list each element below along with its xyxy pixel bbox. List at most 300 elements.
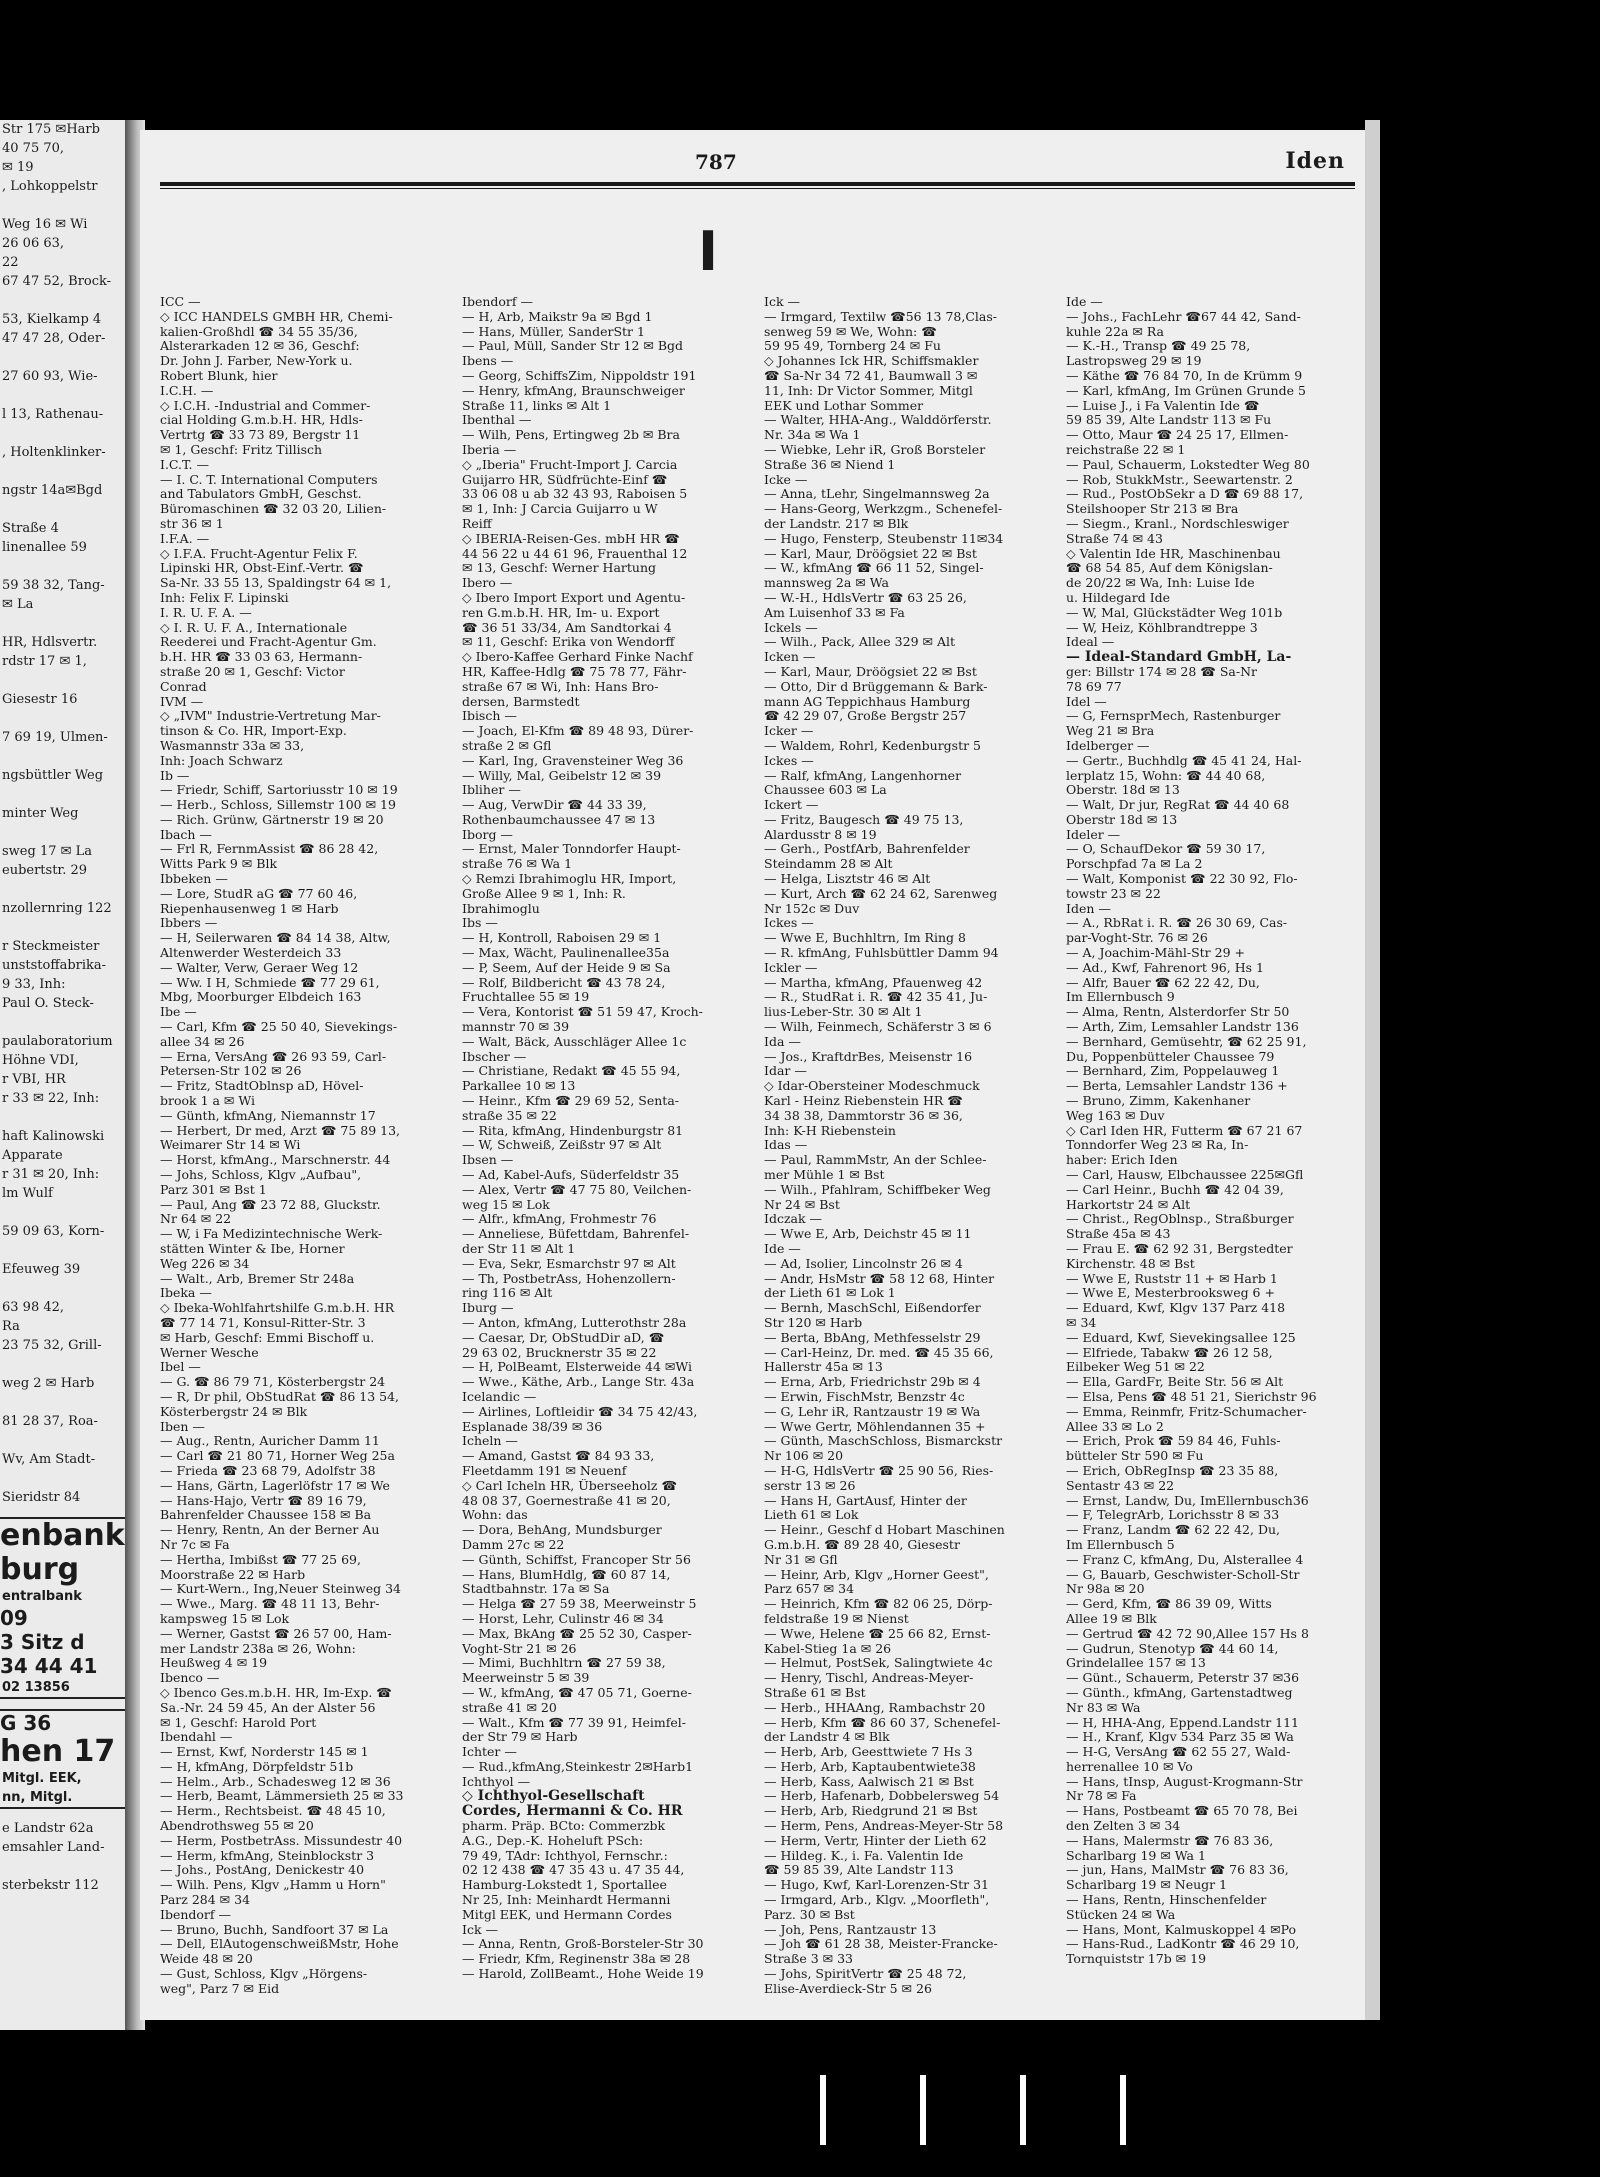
- directory-entry-line: Damm 27c ✉ 22: [462, 1537, 565, 1552]
- directory-entry-line: Nr 152c ✉ Duv: [764, 901, 860, 916]
- directory-entry-line: Nr 25, Inh: Meinhardt Hermanni: [462, 1893, 671, 1908]
- directory-entry-line: — Hildeg. K., i. Fa. Valentin Ide: [764, 1848, 964, 1863]
- directory-entry-line: mer Landstr 238a ✉ 26, Wohn:: [160, 1641, 356, 1656]
- directory-entry-line: — Ww. I H, Schmiede ☎ 77 29 61,: [160, 975, 380, 990]
- directory-entry-line: ◇ I.F.A. Frucht-Agentur Felix F.: [160, 546, 358, 561]
- directory-entry-line: — K.-H., Transp ☎ 49 25 78,: [1066, 339, 1251, 354]
- directory-entry-line: — Johs, Schloss, Klgv „Aufbau",: [160, 1168, 362, 1183]
- directory-entry-line: Parkallee 10 ✉ 13: [462, 1079, 576, 1094]
- directory-entry-line: straße 76 ✉ Wa 1: [462, 857, 573, 872]
- left-page-line: minter Weg: [2, 806, 79, 821]
- directory-entry-line: — Ideal-Standard GmbH, La-: [1066, 650, 1292, 665]
- directory-entry-line: lerplatz 15, Wohn: ☎ 44 40 68,: [1066, 768, 1266, 783]
- directory-entry-line: — Emma, Reinmfr, Fritz-Schumacher-: [1066, 1404, 1307, 1419]
- directory-entry-line: ◇ Ibenco Ges.m.b.H. HR, Im-Exp. ☎: [160, 1685, 392, 1700]
- left-page-line: [0, 747, 125, 766]
- directory-entry-line: — F, TelegrArb, Lorichsstr 8 ✉ 33: [1066, 1508, 1280, 1523]
- directory-entry-line: Sa.-Nr. 24 59 45, An der Alster 56: [160, 1700, 376, 1715]
- directory-entry-line: mannstr 70 ✉ 39: [462, 1020, 570, 1035]
- directory-entry-line: — Ad, Kabel-Aufs, Süderfeldstr 35: [462, 1168, 680, 1183]
- directory-entry-line: — Walter, Verw, Geraer Weg 12: [160, 960, 359, 975]
- directory-entry-line: Dr. John J. Farber, New-York u.: [160, 354, 353, 369]
- directory-entry-line: — Günth, Schiffst, Francoper Str 56: [462, 1552, 691, 1567]
- column-4: [1066, 295, 1351, 2005]
- ad-line: burg: [0, 1552, 80, 1587]
- column-2: [462, 295, 747, 2005]
- directory-entry-line: — Carl ☎ 21 80 71, Horner Weg 25a: [160, 1449, 395, 1464]
- surname-heading: Ibbers —: [160, 916, 218, 931]
- directory-entry-line: — Herm., Rechtsbeist. ☎ 48 45 10,: [160, 1804, 386, 1819]
- directory-entry-line: Parz 284 ✉ 34: [160, 1893, 251, 1908]
- directory-entry-line: ring 116 ✉ Alt: [462, 1286, 553, 1301]
- left-page-fragment: [0, 120, 125, 2030]
- left-page-line: 59 09 63, Korn-: [2, 1224, 105, 1239]
- film-mark: [820, 2075, 826, 2145]
- surname-heading: Ibendorf —: [160, 1907, 231, 1922]
- directory-entry-line: Stadtbahnstr. 17a ✉ Sa: [462, 1582, 610, 1597]
- directory-page: [140, 130, 1365, 2020]
- directory-entry-line: — Hans, BlumHdlg, ☎ 60 87 14,: [462, 1567, 671, 1582]
- directory-entry-line: Lipinski HR, Obst-Einf.-Vertr. ☎: [160, 561, 364, 576]
- left-page-text-bottom: [0, 1819, 125, 1895]
- directory-entry-line: Weide 48 ✉ 20: [160, 1952, 253, 1967]
- directory-entry-line: kalien-Großhdl ☎ 34 55 35/36,: [160, 324, 358, 339]
- directory-entry-line: ✉ 1, Inh: J Carcia Guijarro u W: [462, 502, 658, 517]
- directory-entry-line: — Ad, Isolier, Lincolnstr 26 ✉ 4: [764, 1256, 963, 1271]
- directory-entry-line: ◇ Carl Iden HR, Futterm ☎ 67 21 67: [1066, 1123, 1303, 1138]
- directory-entry-line: ◇ Carl Icheln HR, Überseeholz ☎: [462, 1478, 678, 1493]
- directory-entry-line: — Waldem, Rohrl, Kedenburgstr 5: [764, 738, 982, 753]
- directory-entry-line: — Alfr, Bauer ☎ 62 22 42, Du,: [1066, 975, 1260, 990]
- surname-heading: Idar —: [764, 1064, 807, 1079]
- directory-entry-line: ◇ Remzi Ibrahimoglu HR, Import,: [462, 872, 677, 887]
- directory-entry-line: — R, Dr phil, ObStudRat ☎ 86 13 54,: [160, 1389, 400, 1404]
- directory-entry-line: Vertrtg ☎ 33 73 89, Bergstr 11: [160, 428, 361, 443]
- header-rule-thin: [160, 188, 1355, 189]
- directory-entry-line: serstr 13 ✉ 26: [764, 1478, 856, 1493]
- directory-entry-line: Große Allee 9 ✉ 1, Inh: R.: [462, 886, 626, 901]
- directory-entry-line: reichstraße 22 ✉ 1: [1066, 442, 1186, 457]
- directory-entry-line: Robert Blunk, hier: [160, 368, 278, 383]
- directory-entry-line: — Fritz, StadtOblnsp aD, Hövel-: [160, 1079, 364, 1094]
- directory-entry-line: ger: Billstr 174 ✉ 28 ☎ Sa-Nr: [1066, 664, 1257, 679]
- directory-entry-line: — Gerh., PostfArb, Bahrenfelder: [764, 842, 970, 857]
- directory-entry-line: — Herb, Arb, Geesttwiete 7 Hs 3: [764, 1745, 973, 1760]
- directory-entry-line: brook 1 a ✉ Wi: [160, 1094, 256, 1109]
- directory-entry-line: Nr 31 ✉ Gfl: [764, 1552, 838, 1567]
- directory-entry-line: Hallerstr 45a ✉ 13: [764, 1360, 883, 1375]
- directory-entry-line: der Landstr 4 ✉ Blk: [764, 1730, 890, 1745]
- directory-entry-line: — Helga, Lisztstr 46 ✉ Alt: [764, 872, 931, 887]
- left-page-line: Sieridstr 84: [2, 1490, 81, 1505]
- directory-entry-line: 02 12 438 ☎ 47 35 43 u. 47 35 44,: [462, 1863, 685, 1878]
- directory-entry-line: straße 20 ✉ 1, Geschf: Victor: [160, 664, 345, 679]
- surname-heading: Ibenthal —: [462, 413, 532, 428]
- directory-entry-line: — Caesar, Dr, ObStudDir aD, ☎: [462, 1330, 665, 1345]
- directory-entry-line: — Karl, kfmAng, Im Grünen Grunde 5: [1066, 383, 1306, 398]
- directory-entry-line: — Willy, Mal, Geibelstr 12 ✉ 39: [462, 768, 662, 783]
- directory-entry-line: — Hans, Gärtn, Lagerlöfstr 17 ✉ We: [160, 1478, 390, 1493]
- left-page-line: [0, 1355, 125, 1374]
- directory-entry-line: — Anna, tLehr, Singelmannsweg 2a: [764, 487, 990, 502]
- directory-entry-line: — Henry, Rentn, An der Berner Au: [160, 1523, 380, 1538]
- directory-entry-line: — Frau E. ☎ 62 92 31, Bergstedter: [1066, 1242, 1293, 1256]
- surname-heading: Ibeka —: [160, 1286, 212, 1301]
- surname-heading: Icheln —: [462, 1434, 518, 1449]
- left-page-line: , Holtenklinker-: [2, 445, 106, 460]
- directory-entry-line: 44 56 22 u 44 61 96, Frauenthal 12: [462, 546, 688, 561]
- directory-entry-line: Scharlbarg 19 ✉ Wa 1: [1066, 1848, 1206, 1863]
- directory-entry-line: — Wwe E, Buchhltrn, Im Ring 8: [764, 931, 966, 946]
- directory-entry-line: — Walt, Bäck, Ausschläger Allee 1c: [462, 1034, 687, 1049]
- directory-entry-line: — Wwe., Marg. ☎ 48 11 13, Behr-: [160, 1597, 380, 1612]
- directory-entry-line: weg", Parz 7 ✉ Eid: [160, 1981, 280, 1996]
- surname-heading: Ibendahl —: [160, 1730, 233, 1745]
- directory-entry-line: Werner Wesche: [160, 1345, 259, 1360]
- directory-entry-line: 34 38 38, Dammtorstr 36 ✉ 36,: [764, 1108, 963, 1123]
- surname-heading: Ibliher —: [462, 783, 521, 798]
- directory-entry-line: — Hans-Hajo, Vertr ☎ 89 16 79,: [160, 1493, 367, 1508]
- surname-heading: Ideal —: [1066, 635, 1115, 650]
- directory-entry-line: Straße 45a ✉ 43: [1066, 1227, 1171, 1242]
- directory-entry-line: — A, Joachim-Mähl-Str 29 +: [1066, 946, 1245, 961]
- directory-entry-line: — Horst, Lehr, Culinstr 46 ✉ 34: [462, 1611, 664, 1626]
- directory-entry-line: — Luise J., i Fa Valentin Ide ☎: [1066, 398, 1260, 413]
- directory-entry-line: — W, Mal, Glückstädter Weg 101b: [1066, 605, 1283, 620]
- ad-line: Mitgl. EEK,: [2, 1771, 82, 1786]
- directory-entry-line: Str 120 ✉ Harb: [764, 1315, 863, 1330]
- directory-entry-line: — Herm, Vertr, Hinter der Lieth 62: [764, 1833, 987, 1848]
- header-rule: [160, 182, 1355, 186]
- directory-entry-line: — Andr, HsMstr ☎ 58 12 68, Hinter: [764, 1271, 995, 1286]
- directory-entry-line: — Frl R, FernmAssist ☎ 86 28 42,: [160, 842, 379, 857]
- directory-entry-line: — Wilh, Feinmech, Schäferstr 3 ✉ 6: [764, 1020, 992, 1035]
- surname-heading: Ibel —: [160, 1360, 201, 1375]
- surname-heading: Icelandic —: [462, 1389, 537, 1404]
- directory-entry-line: — Günth, MaschSchloss, Bismarckstr: [764, 1434, 1003, 1449]
- surname-heading: I.F.A. —: [160, 531, 210, 546]
- ad-line: 34 44 41: [0, 1654, 98, 1678]
- directory-entry-line: Weimarer Str 14 ✉ Wi: [160, 1138, 301, 1153]
- left-page-line: [0, 1241, 125, 1260]
- running-head: Iden: [1285, 148, 1345, 174]
- section-letter: I: [698, 220, 719, 283]
- directory-entry-line: Inh: K-H Riebenstein: [764, 1123, 896, 1138]
- surname-heading: Ib —: [160, 768, 190, 783]
- directory-entry-line: Reederei und Fracht-Agentur Gm.: [160, 635, 377, 650]
- left-page-line: [0, 1013, 125, 1032]
- directory-entry-line: — Erwin, FischMstr, Benzstr 4c: [764, 1389, 965, 1404]
- directory-entry-line: A.G., Dep.-K. Hoheluft PSch:: [462, 1833, 644, 1848]
- directory-entry-line: — Ernst, Kwf, Norderstr 145 ✉ 1: [160, 1745, 369, 1760]
- directory-entry-line: Weg 226 ✉ 34: [160, 1256, 250, 1271]
- directory-entry-line: — Hans-Georg, Werkzgm., Schenefel-: [764, 502, 1003, 517]
- directory-entry-line: — Erich, ObRegInsp ☎ 23 35 88,: [1066, 1463, 1279, 1478]
- surname-heading: ICC —: [160, 295, 201, 309]
- directory-entry-line: — jun, Hans, MalMstr ☎ 76 83 36,: [1066, 1863, 1289, 1878]
- left-page-line: ✉ 19: [2, 160, 34, 175]
- left-page-line: [0, 671, 125, 690]
- directory-entry-line: — Franz C, kfmAng, Du, Alsterallee 4: [1066, 1552, 1304, 1567]
- directory-entry-line: — Henry, Tischl, Andreas-Meyer-: [764, 1671, 974, 1686]
- directory-entry-line: — Wwe E, Ruststr 11 + ✉ Harb 1: [1066, 1271, 1278, 1286]
- directory-entry-line: towstr 23 ✉ 22: [1066, 886, 1161, 901]
- directory-columns: [160, 295, 1355, 2005]
- directory-entry-line: Wohn: das: [462, 1508, 528, 1523]
- surname-heading: Iden —: [1066, 901, 1111, 916]
- directory-entry-line: — Franz, Landm ☎ 62 22 42, Du,: [1066, 1523, 1280, 1538]
- directory-entry-line: — W., kfmAng ☎ 66 11 52, Singel-: [764, 561, 984, 576]
- left-page-line: [0, 880, 125, 899]
- directory-entry-line: — Hans, Müller, SanderStr 1: [462, 324, 645, 339]
- directory-entry-line: par-Voght-Str. 76 ✉ 26: [1066, 931, 1208, 946]
- directory-entry-line: str 36 ✉ 1: [160, 516, 224, 531]
- directory-entry-line: ◇ ICC HANDELS GMBH HR, Chemi-: [160, 309, 393, 324]
- directory-entry-line: — Käthe ☎ 76 84 70, In de Krümm 9: [1066, 368, 1303, 383]
- left-page-line: [0, 500, 125, 519]
- directory-entry-line: ◇ Ichthyol-Gesellschaft: [462, 1789, 645, 1805]
- film-mark: [1120, 2075, 1126, 2145]
- directory-entry-line: Büromaschinen ☎ 32 03 20, Lilien-: [160, 502, 387, 517]
- directory-entry-line: — Hans H, GartAusf, Hinter der: [764, 1493, 967, 1508]
- left-page-line: ✉ La: [2, 597, 34, 612]
- directory-entry-line: — G, Lehr iR, Rantzaustr 19 ✉ Wa: [764, 1404, 981, 1419]
- left-page-line: 27 60 93, Wie-: [2, 369, 98, 384]
- directory-entry-line: — Johs., PostAng, Denickestr 40: [160, 1863, 365, 1878]
- directory-entry-line: — Eduard, Kwf, Klgv 137 Parz 418: [1066, 1301, 1286, 1316]
- left-page-line: emsahler Land-: [2, 1840, 105, 1855]
- surname-heading: Ibsen —: [462, 1153, 514, 1168]
- directory-entry-line: — Ad., Kwf, Fahrenort 96, Hs 1: [1066, 960, 1264, 975]
- directory-entry-line: mer Mühle 1 ✉ Bst: [764, 1168, 885, 1183]
- left-page-line: lm Wulf: [2, 1186, 53, 1201]
- directory-entry-line: cial Holding G.m.b.H. HR, Hdls-: [160, 413, 363, 428]
- surname-heading: Icken —: [764, 650, 816, 665]
- left-page-line: e Landstr 62a: [2, 1821, 94, 1836]
- directory-entry-line: dersen, Barmstedt: [462, 694, 580, 709]
- directory-entry-line: — Werner, Gastst ☎ 26 57 00, Ham-: [160, 1626, 392, 1641]
- directory-entry-line: Meerweinstr 5 ✉ 39: [462, 1671, 590, 1686]
- directory-entry-line: — Wwe Gertr, Möhlendannen 35 +: [764, 1419, 986, 1434]
- directory-entry-line: u. Hildegard Ide: [1066, 590, 1171, 605]
- directory-entry-line: Eilbeker Weg 51 ✉ 22: [1066, 1360, 1205, 1375]
- directory-entry-line: — Bruno, Zimm, Kakenhaner: [1066, 1094, 1251, 1109]
- directory-entry-line: — Herb, Kass, Aalwisch 21 ✉ Bst: [764, 1774, 974, 1789]
- surname-heading: Ick —: [462, 1922, 498, 1937]
- directory-entry-line: Moorstraße 22 ✉ Harb: [160, 1567, 306, 1582]
- left-page-line: 23 75 32, Grill-: [2, 1338, 102, 1353]
- directory-entry-line: — Otto, Dir d Brüggemann & Bark-: [764, 679, 988, 694]
- directory-entry-line: — Walt., Kfm ☎ 77 39 91, Heimfel-: [462, 1715, 686, 1730]
- directory-entry-line: — G. ☎ 86 79 71, Kösterbergstr 24: [160, 1375, 386, 1390]
- surname-heading: Ide —: [764, 1242, 801, 1256]
- left-page-line: [0, 386, 125, 405]
- surname-heading: Ichter —: [462, 1745, 517, 1760]
- directory-entry-line: Cordes, Hermanni & Co. HR: [462, 1804, 683, 1820]
- directory-entry-line: — Hans, Mont, Kalmuskoppel 4 ✉Po: [1066, 1922, 1296, 1937]
- directory-entry-line: — Kurt, Arch ☎ 62 24 62, Sarenweg: [764, 886, 998, 901]
- directory-entry-line: ☎ 42 29 07, Große Bergstr 257: [764, 709, 967, 724]
- surname-heading: Ibisch —: [462, 709, 517, 724]
- directory-entry-line: ren G.m.b.H. HR, Im- u. Export: [462, 605, 660, 620]
- directory-entry-line: Elise-Averdieck-Str 5 ✉ 26: [764, 1981, 932, 1996]
- left-page-line: Ra: [2, 1319, 20, 1334]
- directory-entry-line: haber: Erich Iden: [1066, 1153, 1178, 1168]
- directory-entry-line: — Amand, Gastst ☎ 84 93 33,: [462, 1449, 655, 1464]
- directory-entry-line: ✉ 11, Geschf: Erika von Wendorff: [462, 635, 675, 650]
- directory-entry-line: Im Ellernbusch 5: [1066, 1537, 1175, 1552]
- directory-entry-line: Nr 83 ✉ Wa: [1066, 1700, 1141, 1715]
- directory-entry-line: — Jos., KraftdrBes, Meisenstr 16: [764, 1049, 973, 1064]
- directory-entry-line: — W, Heiz, Köhlbrandtreppe 3: [1066, 620, 1258, 635]
- directory-entry-line: — Wilh., Pack, Allee 329 ✉ Alt: [764, 635, 956, 650]
- directory-entry-line: allee 34 ✉ 26: [160, 1034, 245, 1049]
- directory-entry-line: Reiff: [462, 516, 492, 531]
- directory-entry-line: Kösterbergstr 24 ✉ Blk: [160, 1404, 308, 1419]
- directory-entry-line: — Walt, Komponist ☎ 22 30 92, Flo-: [1066, 872, 1298, 887]
- directory-entry-line: — Bernhard, Gemüsehtr, ☎ 62 25 91,: [1066, 1034, 1307, 1049]
- directory-entry-line: Sentastr 43 ✉ 22: [1066, 1478, 1175, 1493]
- directory-entry-line: Nr 7c ✉ Fa: [160, 1537, 230, 1552]
- surname-heading: Ide —: [1066, 295, 1103, 309]
- directory-entry-line: weg 15 ✉ Lok: [462, 1197, 550, 1212]
- directory-entry-line: Hamburg-Lokstedt 1, Sportallee: [462, 1878, 667, 1893]
- directory-entry-line: ◇ Valentin Ide HR, Maschinenbau: [1066, 546, 1281, 561]
- directory-entry-line: — Friedr, Schiff, Sartoriusstr 10 ✉ 19: [160, 783, 398, 798]
- directory-entry-line: Allee 33 ✉ Lo 2: [1066, 1419, 1164, 1434]
- directory-entry-line: Sa-Nr. 33 55 13, Spaldingstr 64 ✉ 1,: [160, 576, 392, 591]
- directory-entry-line: 48 08 37, Goernestraße 41 ✉ 20,: [462, 1493, 671, 1508]
- directory-entry-line: — Th, PostbetrAss, Hohenzollern-: [462, 1271, 676, 1286]
- directory-entry-line: de 20/22 ✉ Wa, Inh: Luise Ide: [1066, 576, 1255, 591]
- directory-entry-line: — Heinr., Geschf d Hobart Maschinen: [764, 1523, 1005, 1538]
- directory-entry-line: — Günth, kfmAng, Niemannstr 17: [160, 1108, 376, 1123]
- directory-entry-line: Allee 19 ✉ Blk: [1066, 1611, 1157, 1626]
- directory-entry-line: — Eva, Sekr, Esmarchstr 97 ✉ Alt: [462, 1256, 676, 1271]
- surname-heading: Ickert —: [764, 798, 819, 813]
- directory-entry-line: — Joh ☎ 61 28 38, Meister-Francke-: [764, 1937, 998, 1952]
- surname-heading: Ibendorf —: [462, 295, 533, 309]
- directory-entry-line: — Günt., Schauerm, Peterstr 37 ✉36: [1066, 1671, 1300, 1686]
- surname-heading: Idczak —: [764, 1212, 823, 1227]
- directory-entry-line: Mitgl EEK, und Hermann Cordes: [462, 1907, 672, 1922]
- directory-entry-line: 59 95 49, Tornberg 24 ✉ Fu: [764, 339, 941, 354]
- directory-entry-line: Esplanade 38/39 ✉ 36: [462, 1419, 603, 1434]
- surname-heading: Ibach —: [160, 827, 212, 842]
- directory-entry-line: Straße 11, links ✉ Alt 1: [462, 398, 612, 413]
- directory-entry-line: — Heinr., Kfm ☎ 29 69 52, Senta-: [462, 1094, 679, 1109]
- left-page-line: 40 75 70,: [2, 141, 65, 156]
- left-page-line: 26 06 63,: [2, 236, 65, 251]
- directory-entry-line: ✉ 13, Geschf: Werner Hartung: [462, 561, 657, 576]
- directory-entry-line: — Friedr, Kfm, Reginenstr 38a ✉ 28: [462, 1952, 691, 1967]
- directory-entry-line: — Gertr., Buchhdlg ☎ 45 41 24, Hal-: [1066, 753, 1302, 768]
- directory-entry-line: — Walt., Arb, Bremer Str 248a: [160, 1271, 355, 1286]
- directory-entry-line: der Landstr. 217 ✉ Blk: [764, 516, 909, 531]
- directory-entry-line: — Airlines, Loftleidir ☎ 34 75 42/43,: [462, 1404, 698, 1419]
- directory-entry-line: — Herbert, Dr med, Arzt ☎ 75 89 13,: [160, 1123, 401, 1138]
- left-page-line: sterbekstr 112: [2, 1878, 99, 1893]
- directory-entry-line: — Rud.,kfmAng,Steinkestr 2✉Harb1: [462, 1759, 694, 1774]
- left-page-line: [0, 1203, 125, 1222]
- directory-entry-line: Inh: Felix F. Lipinski: [160, 590, 289, 605]
- directory-entry-line: kampsweg 15 ✉ Lok: [160, 1611, 290, 1626]
- directory-entry-line: — Karl, Maur, Dröögsiet 22 ✉ Bst: [764, 664, 977, 679]
- directory-entry-line: — Irmgard, Arb., Klgv. „Moorfleth",: [764, 1893, 990, 1908]
- directory-entry-line: — Siegm., Kranl., Nordschleswiger: [1066, 516, 1289, 531]
- directory-entry-line: — Gerd, Kfm, ☎ 86 39 09, Witts: [1066, 1597, 1272, 1612]
- directory-entry-line: Nr 106 ✉ 20: [764, 1449, 844, 1464]
- left-page-line: 7 69 19, Ulmen-: [2, 730, 108, 745]
- directory-entry-line: — Hans, Postbeamt ☎ 65 70 78, Bei: [1066, 1804, 1298, 1819]
- directory-entry-line: ◇ Ibero Import Export und Agentu-: [462, 590, 686, 605]
- surname-heading: Ibenco —: [160, 1671, 220, 1686]
- directory-entry-line: EEK und Lothar Sommer: [764, 398, 924, 413]
- directory-entry-line: Inh: Joach Schwarz: [160, 753, 283, 768]
- directory-entry-line: — Hans, Rentn, Hinschenfelder: [1066, 1893, 1267, 1908]
- directory-entry-line: Oberstr. 18d ✉ 13: [1066, 783, 1180, 798]
- directory-entry-line: Scharlbarg 19 ✉ Neugr 1: [1066, 1878, 1228, 1893]
- directory-entry-line: Voght-Str 21 ✉ 26: [462, 1641, 577, 1656]
- directory-entry-line: — Kurt-Wern., Ing,Neuer Steinweg 34: [160, 1582, 402, 1597]
- left-page-line: Wv, Am Stadt-: [2, 1452, 96, 1467]
- directory-entry-line: — Max, BkAng ☎ 25 52 30, Casper-: [462, 1626, 692, 1641]
- left-page-line: ngsbüttler Weg: [2, 768, 104, 783]
- left-page-text-top: [0, 120, 125, 1507]
- bank-advertisement: [0, 1517, 125, 1699]
- directory-entry-line: — Heinr, Arb, Klgv „Horner Geest",: [764, 1567, 989, 1582]
- surname-heading: Ickler —: [764, 960, 818, 975]
- directory-entry-line: — W.-H., HdlsVertr ☎ 63 25 26,: [764, 590, 967, 605]
- surname-heading: Icke —: [764, 472, 808, 487]
- directory-entry-line: der Str 11 ✉ Alt 1: [462, 1242, 576, 1256]
- directory-entry-line: — A., RbRat i. R. ☎ 26 30 69, Cas-: [1066, 916, 1288, 931]
- directory-entry-line: Steilshooper Str 213 ✉ Bra: [1066, 502, 1239, 517]
- directory-entry-line: — Harold, ZollBeamt., Hohe Weide 19: [462, 1967, 704, 1982]
- directory-entry-line: — Herm, Pens, Andreas-Meyer-Str 58: [764, 1819, 1004, 1834]
- surname-heading: Ibens —: [462, 354, 514, 369]
- left-page-line: HR, Hdlsvertr.: [2, 635, 98, 650]
- surname-heading: Ibscher —: [462, 1049, 527, 1064]
- directory-entry-line: ☎ 59 85 39, Alte Landstr 113: [764, 1863, 954, 1878]
- directory-entry-line: Parz. 30 ✉ Bst: [764, 1907, 855, 1922]
- directory-entry-line: straße 35 ✉ 22: [462, 1108, 557, 1123]
- directory-entry-line: G.m.b.H. ☎ 89 28 40, Giesestr: [764, 1537, 960, 1552]
- directory-entry-line: — Bernhard, Zim, Poppelauweg 1: [1066, 1064, 1280, 1079]
- directory-entry-line: — Carl Heinr., Buchh ☎ 42 04 39,: [1066, 1182, 1284, 1197]
- left-page-line: unststoffabrika-: [2, 958, 107, 973]
- directory-entry-line: — Herb, Arb, Riedgrund 21 ✉ Bst: [764, 1804, 978, 1819]
- directory-entry-line: — Helmut, PostSek, Salingtwiete 4c: [764, 1656, 993, 1671]
- directory-entry-line: — Georg, SchiffsZim, Nippoldstr 191: [462, 368, 697, 383]
- directory-entry-line: — Wwe, Helene ☎ 25 66 82, Ernst-: [764, 1626, 991, 1641]
- directory-entry-line: — Dora, BehAng, Mundsburger: [462, 1523, 662, 1538]
- directory-entry-line: — Rolf, Bildbericht ☎ 43 78 24,: [462, 975, 666, 990]
- left-page-line: [0, 1469, 125, 1488]
- film-mark: [920, 2075, 926, 2145]
- directory-entry-line: — Joh, Pens, Rantzaustr 13: [764, 1922, 937, 1937]
- directory-entry-line: stätten Winter & Ibe, Horner: [160, 1242, 345, 1256]
- directory-entry-line: — Rich. Grünw, Gärtnerstr 19 ✉ 20: [160, 812, 384, 827]
- directory-entry-line: — Herb., HHAAng, Rambachstr 20: [764, 1700, 986, 1715]
- directory-entry-line: ◇ I.C.H. -Industrial and Commer-: [160, 398, 371, 413]
- left-page-line: r 33 ✉ 22, Inh:: [2, 1091, 100, 1106]
- left-page-line: Weg 16 ✉ Wi: [2, 217, 88, 232]
- left-page-line: [0, 291, 125, 310]
- directory-entry-line: Kabel-Stieg 1a ✉ 26: [764, 1641, 892, 1656]
- directory-entry-line: den Zelten 3 ✉ 34: [1066, 1819, 1181, 1834]
- left-page-line: weg 2 ✉ Harb: [2, 1376, 95, 1391]
